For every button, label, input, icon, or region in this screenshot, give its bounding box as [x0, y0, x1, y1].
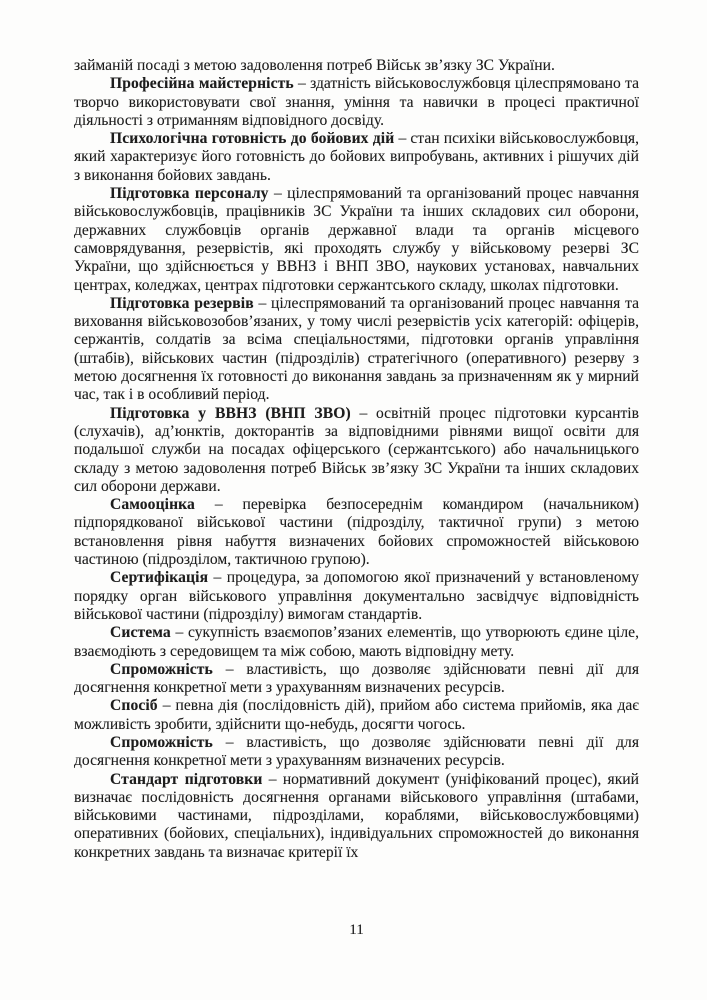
definition-paragraph	[74, 185, 639, 295]
definition-term: Спроможність	[110, 660, 213, 678]
definition-paragraph	[74, 771, 639, 862]
definition-paragraph	[74, 569, 639, 624]
definition-text: – певна дія (послідовність дій), прийом або система прийомів, яка дає можливість зробити, здійснити що-небудь, досягти чогось.	[74, 697, 639, 733]
definition-text: – освітній процес підготовки курсантів (слухачів), ад’юнктів, докторантів за відповідними рівнями вищої освіти для подальшої служби на посадах офіцерського (сержантського) або начальницького складу з метою задоволення потреб Військ зв’язку ЗС України та інших складових сил оборони держави.	[74, 404, 639, 495]
definition-paragraph	[74, 295, 639, 405]
definition-text: – властивість, що дозволяє здійснювати певні дії для досягнення конкретної мети з урахуванням визначених ресурсів.	[74, 660, 639, 697]
definition-text: – цілеспрямований та організований процес навчання та виховання військовозобов’язаних, у тому числі резервістів усіх категорій: офіцерів, сержантів, солдатів за всіма спеціальностями, підготовки органів управління (штабів), військових частин (підрозділів) стратегічного (оперативного) резерву з метою досягнення їх готовності до виконання завдань за призначенням як у мирний час, так і в особливий період.	[74, 294, 640, 404]
definition-text: – стан психіки військовослужбовця, який характеризує його готовність до бойових випробувань, активних і рішучих дій з виконання бойових завдань.	[74, 130, 639, 184]
definition-paragraph	[74, 734, 639, 771]
text-block	[74, 57, 639, 862]
definition-term: Система	[110, 624, 171, 642]
definition-text: – властивість, що дозволяє здійснювати певні дії для досягнення конкретної мети з урахуванням визначених ресурсів.	[74, 733, 639, 770]
definition-paragraph	[74, 624, 639, 661]
definition-text: – нормативний документ (уніфікований процес), який визначає послідовність досягнення органами військового управління (штабами, військовими частинами, підрозділами, кораблями, військовослужбовцями) оперативних (бойових, спеціальних), індивідуальних спроможностей до виконання конкретних завдань та визначає критерії їх	[74, 770, 639, 861]
definition-text: – сукупність взаємопов’язаних елементів, що утворюють єдине ціле, взаємодіють з середовищем та між собою, мають відповідну мету.	[74, 624, 639, 660]
definition-text: – здатність військовослужбовця цілеспрямовано та творчо використовувати свої знання, уміння та навички в процесі практичної діяльності з отриманням відповідного досвіду.	[74, 75, 640, 129]
definition-text: – перевірка безпосереднім командиром (начальником) підпорядкованої військової частини (підрозділу, тактичної групи) з метою встановлення рівня набуття визначених бойових спроможностей військовою частиною (підрозділом, тактичною групою).	[74, 496, 639, 569]
definition-paragraph	[74, 496, 639, 569]
page-number: 11	[349, 921, 364, 938]
definition-text: – процедура, за допомогою якої призначений у встановленому порядку орган військового управління документально засвідчує відповідність військової частини (підрозділу) вимогам стандартів.	[74, 569, 639, 623]
definition-term: Спроможність	[110, 733, 213, 751]
definition-term: Сертифікація	[110, 569, 209, 587]
definition-paragraph	[74, 75, 639, 130]
definition-term: Спосіб	[110, 697, 158, 715]
definition-term: Підготовка резервів	[110, 294, 254, 312]
definition-paragraph	[74, 130, 639, 185]
definition-term: Підготовка персоналу	[110, 185, 269, 203]
definition-text: займаній посаді з метою задоволення потреб Військ зв’язку ЗС України.	[74, 57, 555, 74]
definition-term: Психологічна готовність до бойових дій	[110, 130, 395, 148]
definition-term: Підготовка у ВВНЗ (ВНП ЗВО)	[110, 404, 351, 422]
definition-term: Професійна майстерність	[110, 75, 294, 93]
definition-text: – цілеспрямований та організований процес навчання військовослужбовців, працівників ЗС України та інших складових сил оборони, державних службовців органів державної влади та органів місцевого самоврядування, резервістів, які проходять службу у військовому резерві ЗС України, що здійснюється у ВВНЗ і ВНП ЗВО, наукових установах, навчальних центрах, коледжах, центрах підготовки сержантського складу, школах підготовки.	[74, 185, 639, 294]
definition-term: Самооцінка	[110, 496, 195, 514]
definition-paragraph	[74, 697, 639, 734]
definition-paragraph	[74, 405, 639, 496]
definition-term: Стандарт підготовки	[110, 770, 263, 788]
definition-paragraph	[74, 57, 639, 75]
definition-paragraph	[74, 661, 639, 698]
